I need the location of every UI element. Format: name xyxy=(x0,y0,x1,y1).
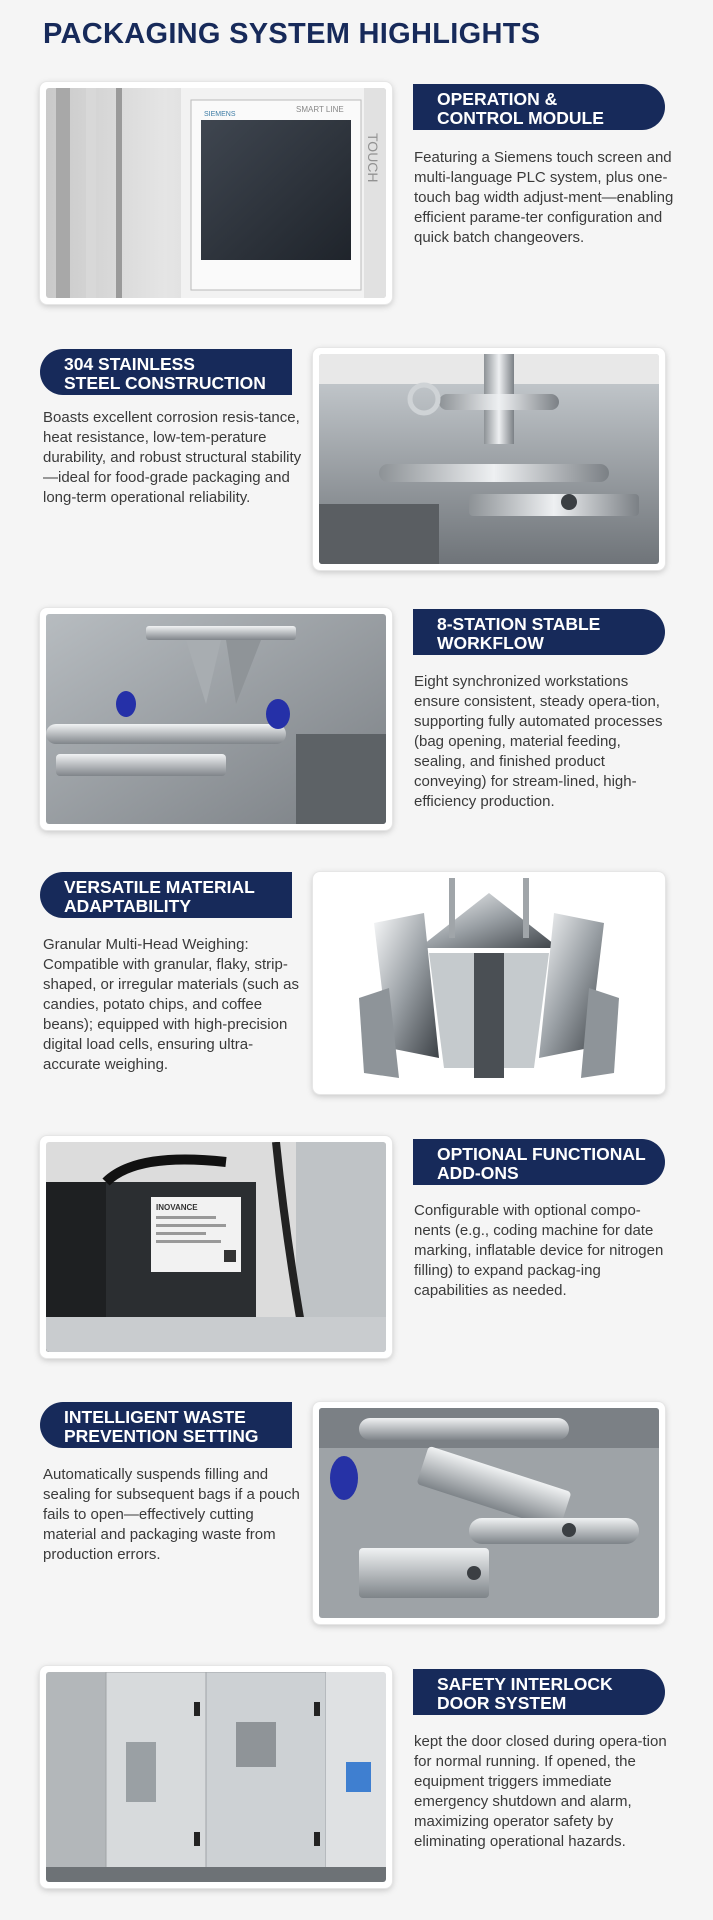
servo-motor-image xyxy=(46,1142,386,1352)
section-title-line: INTELLIGENT WASTE xyxy=(64,1407,246,1427)
control-panel-photo xyxy=(40,82,392,304)
section-title-waste-prevention xyxy=(40,1402,292,1448)
section-title-material-adaptability xyxy=(40,872,292,918)
section-description: kept the door closed during opera-tion for normal running. If opened, the equipment triggers immediate emergency shutdown and alarm, maximizing operator safety by eliminating operational hazards. xyxy=(414,1733,667,1850)
section-description: Granular Multi-Head Weighing: Compatible with granular, flaky, strip-shaped, or irregular materials (such as candies, potato chips, and coffee beans); equipped with high-precision digital load cells, ensuring ultra-accurate weighing. xyxy=(43,936,299,1073)
safety-door-image xyxy=(46,1672,386,1882)
section-title-stainless-steel xyxy=(40,349,292,395)
eight-station-photo xyxy=(40,608,392,830)
section-title-line: VERSATILE MATERIAL xyxy=(64,877,255,897)
section-title-line: DOOR SYSTEM xyxy=(437,1693,567,1713)
section-title-line: PREVENTION SETTING xyxy=(64,1426,259,1446)
section-description: Eight synchronized workstations ensure consistent, steady opera-tion, supporting fully automated processes (bag opening, material feeding, sealing, and finished product conveying) for stream-lined, high-efficiency production. xyxy=(414,673,663,810)
section-title-line: OPTIONAL FUNCTIONAL xyxy=(437,1144,646,1164)
eight-station-image xyxy=(46,614,386,824)
page-title: PACKAGING SYSTEM HIGHLIGHTS xyxy=(43,18,541,50)
section-title-line: ADAPTABILITY xyxy=(64,896,192,916)
waste-prevention-photo xyxy=(313,1402,665,1624)
safety-door-photo xyxy=(40,1666,392,1888)
section-description: Featuring a Siemens touch screen and multi-language PLC system, plus one-touch bag width adjust-ment—enabling efficient parame-ter configuration and quick batch changeovers. xyxy=(414,149,674,246)
inovance-label-text: INOVANCE xyxy=(156,1203,198,1212)
multihead-weigher-image xyxy=(319,878,659,1088)
section-title-operation-control xyxy=(413,84,665,130)
section-title-line: OPERATION & xyxy=(437,89,558,109)
section-title-line: WORKFLOW xyxy=(437,633,544,653)
section-title-line: SAFETY INTERLOCK xyxy=(437,1674,613,1694)
stainless-steel-image xyxy=(319,354,659,564)
multihead-weigher-photo xyxy=(313,872,665,1094)
control-panel-image xyxy=(46,88,386,298)
section-title-safety-interlock xyxy=(413,1669,665,1715)
section-title-line: 304 STAINLESS xyxy=(64,354,195,374)
servo-motor-photo xyxy=(40,1136,392,1358)
section-description: Automatically suspends filling and sealing for subsequent bags if a pouch fails to open—effectively cutting material and packaging waste from production errors. xyxy=(43,1466,300,1563)
section-title-line: 8-STATION STABLE xyxy=(437,614,601,634)
section-title-line: ADD-ONS xyxy=(437,1163,519,1183)
section-description: Boasts excellent corrosion resis-tance, heat resistance, low-tem-perature durability, and robust structural stability—ideal for food-grade packaging and long-term operational reliability. xyxy=(43,409,302,506)
section-title-line: STEEL CONSTRUCTION xyxy=(64,373,266,393)
section-title-eight-station xyxy=(413,609,665,655)
section-title-line: CONTROL MODULE xyxy=(437,108,604,128)
section-title-optional-addons xyxy=(413,1139,665,1185)
smart-line-text: SMART LINE xyxy=(296,105,344,114)
stainless-steel-photo xyxy=(313,348,665,570)
siemens-logo-text: SIEMENS xyxy=(204,111,236,118)
waste-prevention-image xyxy=(319,1408,659,1618)
section-description: Configurable with optional compo-nents (e.g., coding machine for date marking, inflatable device for nitrogen filling) to expand packag-ing capabilities as needed. xyxy=(414,1202,664,1299)
